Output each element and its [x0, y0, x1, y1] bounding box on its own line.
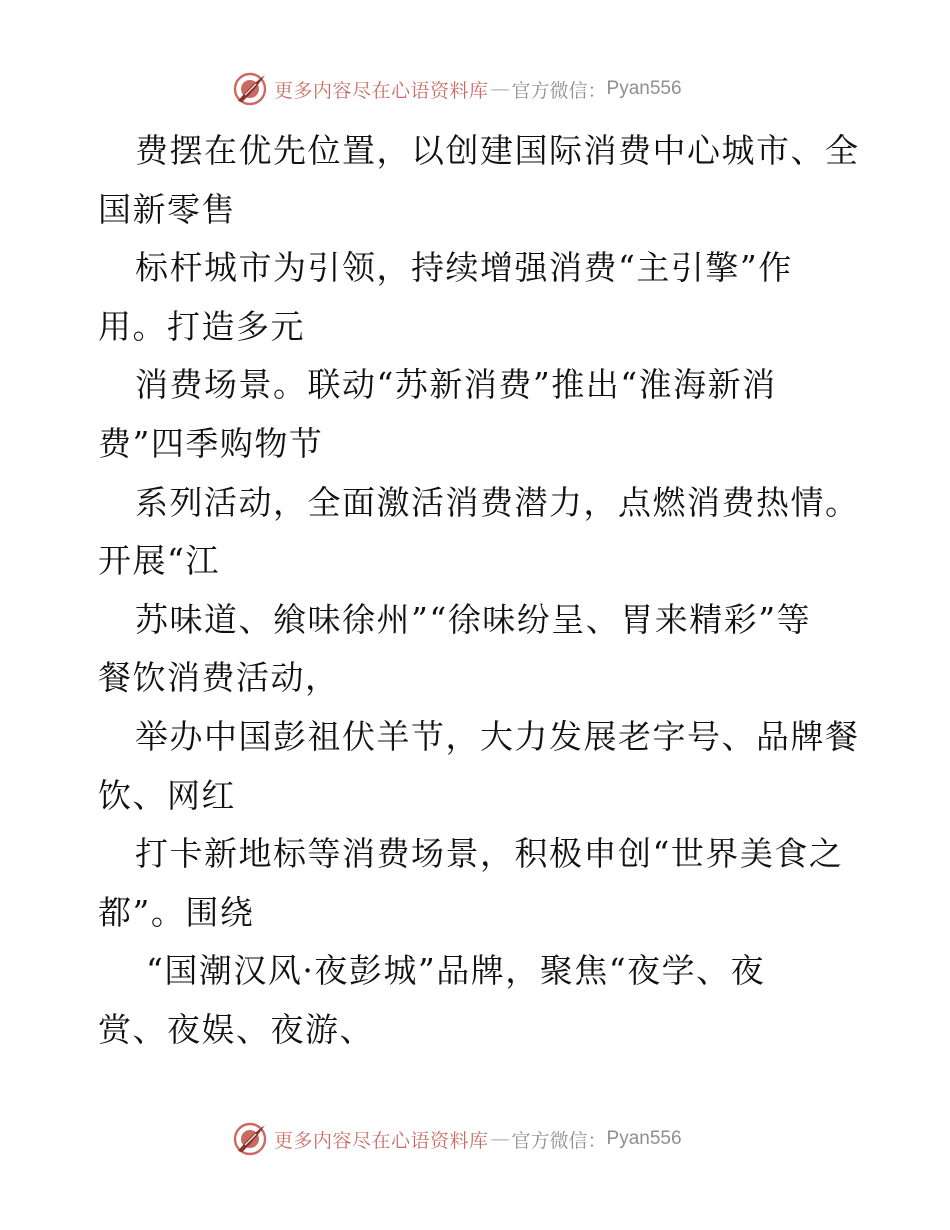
text-line: 费摆在优先位置，以创建国际消费中心城市、全 [135, 131, 860, 170]
text-line: “国潮汉风·夜彭城”品牌，聚焦“夜学、夜 [146, 951, 766, 991]
watermark-wechat-id: Pyan556 [606, 78, 682, 99]
watermark-main-text: 更多内容尽在心语资料库 [274, 79, 489, 102]
watermark-label: 官方微信： [511, 79, 607, 102]
text-line: 费”四季购物节 [98, 423, 324, 463]
text-line: 都”。围绕 [98, 892, 255, 932]
text-line: 系列活动，全面激活消费潜力，点燃消费热情。 [135, 482, 860, 522]
text-line: 餐饮消费活动， [98, 658, 340, 698]
watermark-label: 官方微信： [511, 1129, 607, 1152]
header-watermark [232, 69, 752, 109]
feather-circle-logo-icon [232, 71, 268, 107]
text-line: 苏味道、飨味徐州”“徐味纷呈、胃来精彩”等 [135, 599, 812, 639]
watermark-wechat-id: Pyan556 [606, 1128, 682, 1149]
watermark-separator: — [490, 78, 510, 100]
feather-circle-logo-icon [232, 1121, 268, 1157]
text-line: 打卡新地标等消费场景，积极申创“世界美食之 [135, 834, 844, 874]
text-line: 标杆城市为引领，持续增强消费“主引擎”作 [135, 248, 793, 288]
document-body [98, 122, 858, 1060]
watermark-main-text: 更多内容尽在心语资料库 [274, 1129, 489, 1152]
watermark-separator: — [490, 1128, 510, 1150]
text-line: 举办中国彭祖伏羊节，大力发展老字号、品牌餐 [135, 716, 860, 756]
text-line: 国新零售 [98, 189, 236, 229]
text-line: 消费场景。联动“苏新消费”推出“淮海新消 [135, 365, 777, 405]
text-line: 赏、夜娱、夜游、 [98, 1009, 374, 1049]
footer-watermark [232, 1119, 752, 1159]
text-line: 饮、网红 [98, 775, 236, 815]
text-line: 用。打造多元 [98, 306, 305, 346]
text-line: 开展“江 [98, 541, 220, 581]
